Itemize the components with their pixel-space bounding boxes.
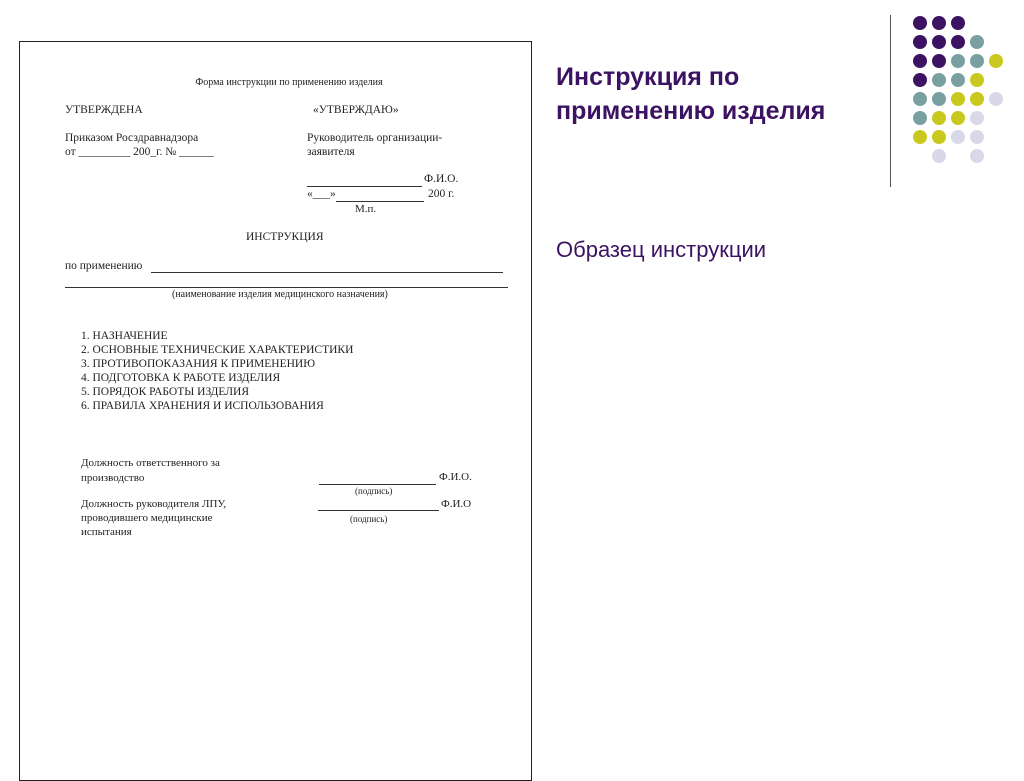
decor-dot bbox=[970, 54, 984, 68]
lpu-line-2: проводившего медицинские bbox=[81, 512, 213, 524]
decor-dot bbox=[970, 73, 984, 87]
decor-dot bbox=[932, 111, 946, 125]
decor-dot bbox=[970, 111, 984, 125]
date-open: «___» bbox=[307, 188, 336, 200]
fio-2: Ф.И.О bbox=[441, 498, 472, 510]
lpu-line-3: испытания bbox=[81, 526, 132, 538]
decor-dot bbox=[932, 54, 946, 68]
decor-dot bbox=[970, 35, 984, 49]
decor-dot bbox=[970, 149, 984, 163]
date-year: 200 г. bbox=[428, 188, 455, 200]
divider-line bbox=[890, 15, 891, 187]
instruction-heading: ИНСТРУКЦИЯ bbox=[246, 231, 324, 243]
approve-label: «УТВЕРЖДАЮ» bbox=[313, 104, 399, 116]
responsible-line-1: Должность ответственного за bbox=[81, 457, 220, 469]
signature-caption-2: (подпись) bbox=[350, 514, 388, 524]
decor-dot bbox=[970, 92, 984, 106]
section-item: 1. НАЗНАЧЕНИЕ bbox=[81, 330, 168, 342]
decor-dot bbox=[913, 73, 927, 87]
order-line-1: Приказом Росздравнадзора bbox=[65, 132, 199, 144]
section-item: 6. ПРАВИЛА ХРАНЕНИЯ И ИСПОЛЬЗОВАНИЯ bbox=[81, 400, 324, 412]
responsible-line-2: производство bbox=[81, 472, 145, 484]
decor-dot bbox=[913, 16, 927, 30]
decor-dot bbox=[913, 54, 927, 68]
decor-dot bbox=[932, 130, 946, 144]
item-name-line-2 bbox=[65, 287, 508, 288]
by-use-label: по применению bbox=[65, 260, 143, 272]
decor-dot bbox=[932, 73, 946, 87]
fio-1: Ф.И.О. bbox=[439, 471, 472, 483]
signature-line-1 bbox=[319, 484, 436, 485]
signature-caption-1: (подпись) bbox=[355, 486, 393, 496]
decor-dot bbox=[970, 130, 984, 144]
section-item: 3. ПРОТИВОПОКАЗАНИЯ К ПРИМЕНЕНИЮ bbox=[81, 358, 316, 370]
decor-dot bbox=[989, 92, 1003, 106]
order-line-2: от _________ 200_г. № ______ bbox=[65, 146, 214, 158]
form-title: Форма инструкции по применению изделия bbox=[195, 77, 383, 88]
decor-dot bbox=[951, 16, 965, 30]
lpu-line-1: Должность руководителя ЛПУ, bbox=[81, 498, 227, 510]
decor-dot bbox=[951, 73, 965, 87]
decor-dot bbox=[913, 35, 927, 49]
mp-label: М.п. bbox=[355, 203, 377, 215]
section-item: 5. ПОРЯДОК РАБОТЫ ИЗДЕЛИЯ bbox=[81, 386, 249, 398]
decor-dot bbox=[932, 35, 946, 49]
decor-dot bbox=[913, 92, 927, 106]
item-name-caption: (наименование изделия медицинского назначения) bbox=[172, 289, 388, 300]
slide-title: Инструкция по применению изделия bbox=[556, 63, 826, 125]
date-underline bbox=[336, 201, 424, 202]
decor-dot bbox=[932, 92, 946, 106]
item-name-line-1 bbox=[151, 272, 503, 273]
decor-dot bbox=[951, 111, 965, 125]
decor-dot bbox=[932, 16, 946, 30]
decor-dot bbox=[932, 149, 946, 163]
slide-subtitle: Образец инструкции bbox=[556, 237, 767, 262]
decor-dot bbox=[951, 130, 965, 144]
document-page bbox=[19, 41, 532, 781]
fio-label: Ф.И.О. bbox=[424, 173, 459, 185]
head-line-1: Руководитель организации- bbox=[307, 132, 443, 144]
signature-line-2 bbox=[318, 510, 439, 511]
decor-dot bbox=[989, 54, 1003, 68]
decor-dot bbox=[951, 92, 965, 106]
decor-dot bbox=[951, 35, 965, 49]
decor-dot bbox=[951, 54, 965, 68]
approved-label: УТВЕРЖДЕНА bbox=[65, 104, 143, 116]
decor-dot bbox=[913, 111, 927, 125]
sections-list bbox=[81, 329, 353, 413]
section-item: 4. ПОДГОТОВКА К РАБОТЕ ИЗДЕЛИЯ bbox=[81, 372, 281, 384]
section-item: 2. ОСНОВНЫЕ ТЕХНИЧЕСКИЕ ХАРАКТЕРИСТИКИ bbox=[81, 344, 354, 356]
decor-dot bbox=[913, 130, 927, 144]
fio-underline bbox=[307, 186, 422, 187]
head-line-2: заявителя bbox=[307, 146, 355, 158]
